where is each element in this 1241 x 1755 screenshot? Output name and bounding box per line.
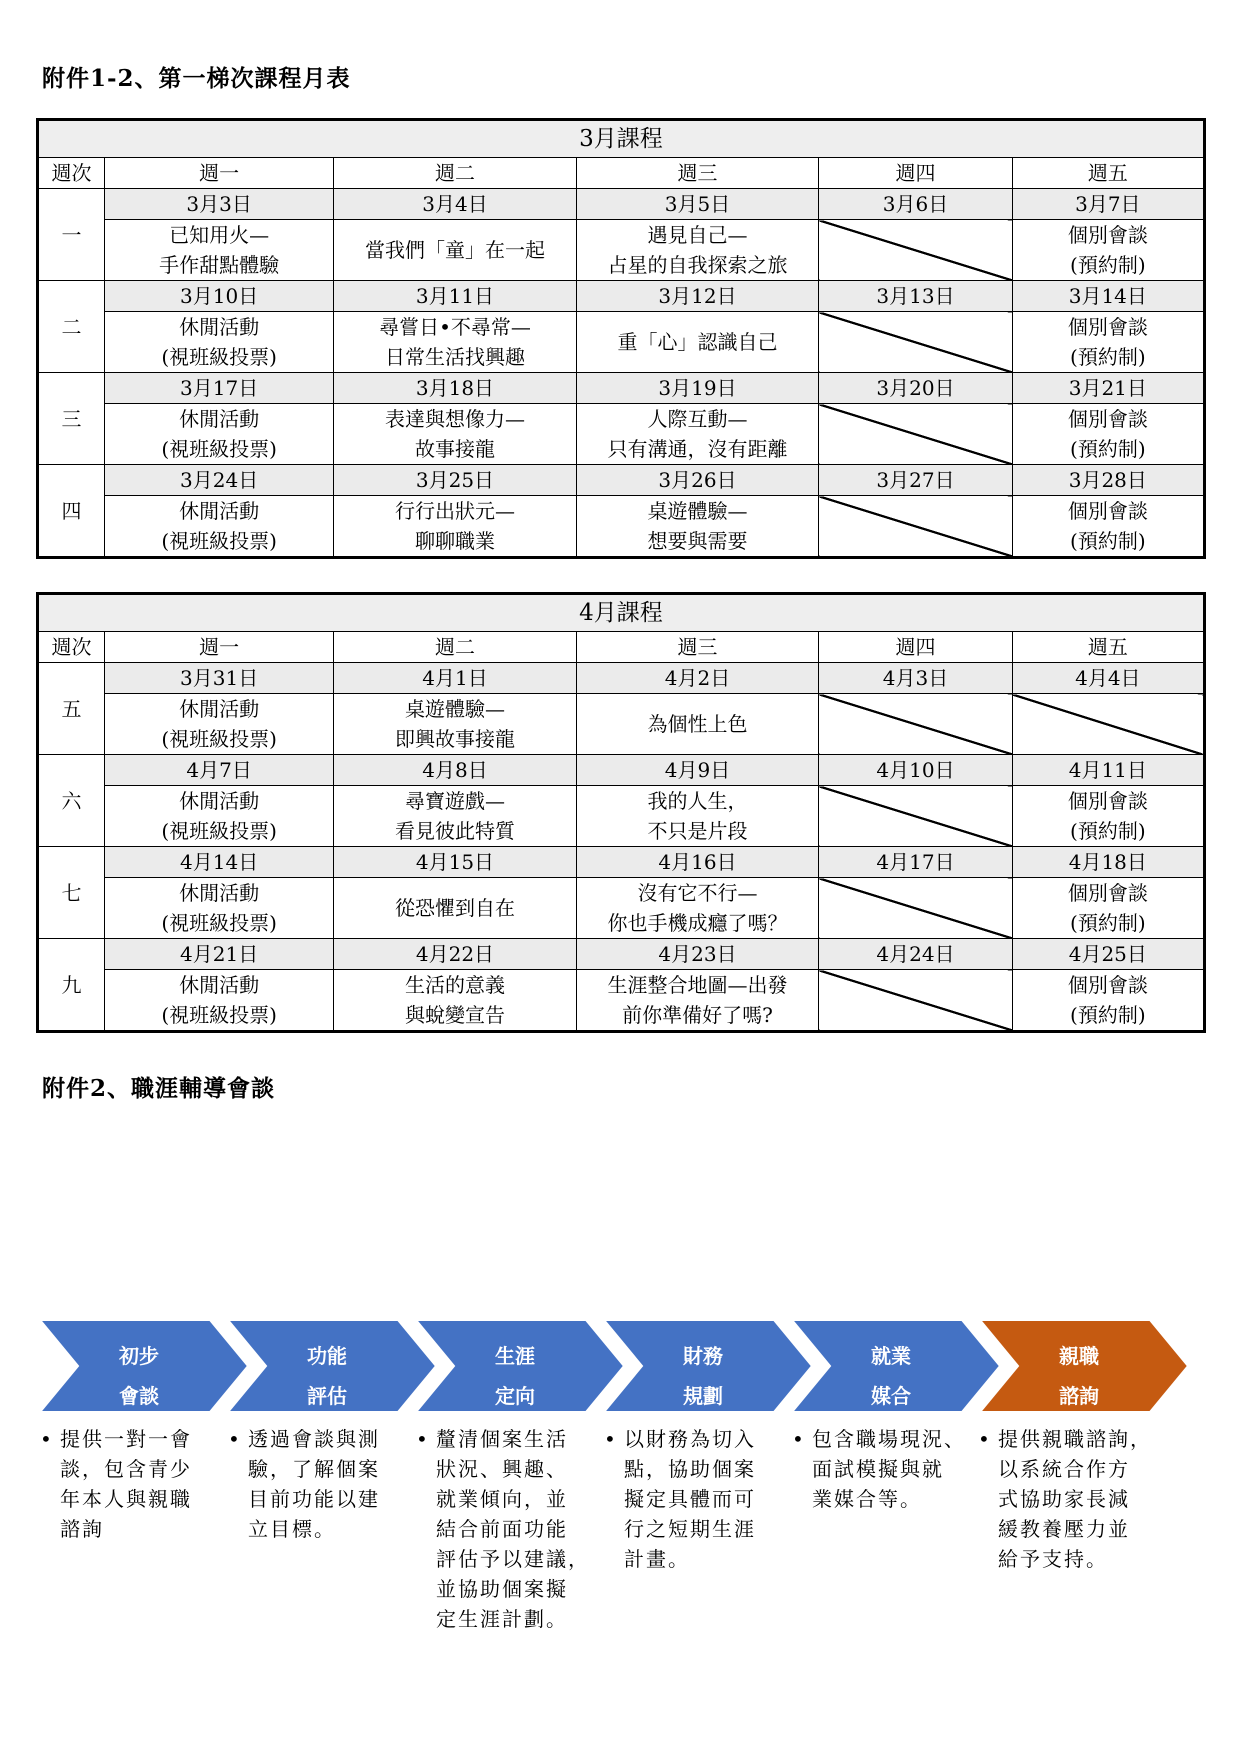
activity-cell (105, 786, 334, 847)
description-line: 面試模擬與就 (812, 1457, 944, 1481)
step-title-line1: 功能 (307, 1344, 347, 1368)
column-header: 週二 (334, 158, 577, 189)
date-cell: 4月18日 (1012, 847, 1204, 878)
empty-slot (819, 878, 1012, 939)
empty-slot (1012, 694, 1204, 755)
step-description (792, 1424, 980, 1514)
bullet-icon: • (978, 1427, 992, 1451)
activity-line: 休閒活動 (179, 315, 260, 339)
activity-line: 只有溝通，沒有距離 (607, 437, 788, 461)
activity-cell (334, 786, 577, 847)
description-line: 給予支持。 (998, 1547, 1108, 1571)
activity-line: 占星的自我探索之旅 (607, 253, 788, 277)
bullet-icon: • (416, 1427, 430, 1451)
activity-cell (105, 404, 334, 465)
description-line: 點，協助個案 (624, 1457, 756, 1481)
step-title-line1: 初步 (119, 1344, 159, 1368)
date-cell: 4月16日 (576, 847, 819, 878)
activity-line: 生活的意義 (404, 973, 505, 997)
activity-cell (1012, 404, 1204, 465)
activity-line: (視班級投票) (161, 437, 277, 461)
step-title-line1: 就業 (871, 1344, 911, 1368)
activity-line: 桌遊體驗— (647, 499, 748, 523)
activity-line: 尋嘗日•不尋常— (379, 315, 531, 339)
description-line: 行之短期生涯 (624, 1517, 756, 1541)
step-title-line2: 規劃 (683, 1384, 723, 1408)
date-cell: 3月6日 (819, 189, 1012, 220)
activity-line: 個別會談 (1067, 499, 1148, 523)
date-cell: 4月22日 (334, 939, 577, 970)
date-cell: 4月24日 (819, 939, 1012, 970)
activity-cell (105, 694, 334, 755)
activity-line: 桌遊體驗— (404, 697, 505, 721)
week-number: 九 (38, 939, 105, 1032)
date-cell: 3月18日 (334, 373, 577, 404)
column-header: 週二 (334, 632, 577, 663)
description-line: 擬定具體而可 (624, 1487, 756, 1511)
activity-line: 前你準備好了嗎? (622, 1003, 773, 1027)
empty-slot (819, 404, 1012, 465)
date-cell: 3月19日 (576, 373, 819, 404)
description-line: 緩教養壓力並 (998, 1517, 1130, 1541)
section-heading-schedule: 附件1-2、第一梯次課程月表 (42, 65, 351, 92)
description-line: 年本人與親職 (60, 1487, 192, 1511)
table-title: 3月課程 (38, 120, 1205, 158)
step-title-line1: 親職 (1059, 1344, 1099, 1368)
activity-cell (105, 970, 334, 1032)
activity-line: (視班級投票) (161, 1003, 277, 1027)
step-title-line1: 生涯 (495, 1344, 535, 1368)
activity-cell (1012, 220, 1204, 281)
week-number: 三 (38, 373, 105, 465)
column-header: 週次 (38, 632, 105, 663)
activity-line: 聊聊職業 (414, 529, 495, 553)
bullet-icon: • (40, 1427, 54, 1451)
activity-line: 個別會談 (1067, 789, 1148, 813)
activity-cell (105, 878, 334, 939)
description-line: 結合前面功能 (436, 1517, 568, 1541)
step-description (40, 1424, 228, 1544)
date-cell: 4月23日 (576, 939, 819, 970)
empty-slot (819, 786, 1012, 847)
description-line: 就業傾向，並 (436, 1487, 568, 1511)
date-cell: 3月25日 (334, 465, 577, 496)
empty-slot (819, 970, 1012, 1032)
step-title-line2: 媒合 (871, 1384, 911, 1408)
activity-cell (334, 404, 577, 465)
date-cell: 3月27日 (819, 465, 1012, 496)
description-line: 以財務為切入 (624, 1427, 756, 1451)
description-line: 以系統合作方 (998, 1457, 1130, 1481)
column-header: 週三 (576, 632, 819, 663)
activity-line: 故事接龍 (414, 437, 495, 461)
date-cell: 4月7日 (105, 755, 334, 786)
march-schedule-table (36, 118, 1206, 559)
date-cell: 4月8日 (334, 755, 577, 786)
activity-line: 看見彼此特質 (394, 819, 515, 843)
description-line: 釐清個案生活 (436, 1427, 568, 1451)
activity-line: 行行出狀元— (394, 499, 515, 523)
step-label (70, 1320, 208, 1412)
date-cell: 3月3日 (105, 189, 334, 220)
column-header: 週三 (576, 158, 819, 189)
activity-line: 重「心」認識自己 (617, 330, 778, 354)
activity-line: (預約制) (1070, 819, 1146, 843)
activity-line: (預約制) (1070, 253, 1146, 277)
date-cell: 3月28日 (1012, 465, 1204, 496)
date-cell: 4月11日 (1012, 755, 1204, 786)
april-schedule-table (36, 592, 1206, 1033)
date-cell: 3月20日 (819, 373, 1012, 404)
activity-line: 不只是片段 (647, 819, 748, 843)
description-line: 提供一對一會 (60, 1427, 192, 1451)
section-heading-counseling: 附件2、職涯輔導會談 (42, 1075, 276, 1102)
activity-cell (576, 312, 819, 373)
activity-cell (576, 404, 819, 465)
date-cell: 4月21日 (105, 939, 334, 970)
activity-line: 休閒活動 (179, 697, 260, 721)
activity-cell (334, 694, 577, 755)
activity-cell (576, 220, 819, 281)
activity-line: (視班級投票) (161, 345, 277, 369)
activity-line: 個別會談 (1067, 407, 1148, 431)
description-line: 評估予以建議， (436, 1547, 590, 1571)
activity-line: 想要與需要 (647, 529, 748, 553)
step-description (978, 1424, 1166, 1574)
date-cell: 3月7日 (1012, 189, 1204, 220)
date-cell: 3月17日 (105, 373, 334, 404)
activity-cell (334, 878, 577, 939)
activity-line: 你也手機成癮了嗎？ (607, 911, 788, 935)
activity-cell (334, 970, 577, 1032)
activity-line: (預約制) (1070, 1003, 1146, 1027)
description-line: 業媒合等。 (812, 1487, 922, 1511)
activity-line: 沒有它不行— (637, 881, 758, 905)
column-header: 週五 (1012, 632, 1204, 663)
activity-cell (576, 496, 819, 558)
week-number: 五 (38, 663, 105, 755)
description-line: 並協助個案擬 (436, 1577, 568, 1601)
date-cell: 4月25日 (1012, 939, 1204, 970)
date-cell: 3月24日 (105, 465, 334, 496)
description-line: 提供親職諮詢， (998, 1427, 1152, 1451)
activity-cell (576, 970, 819, 1032)
step-title-line2: 定向 (495, 1384, 535, 1408)
description-line: 立目標。 (248, 1517, 336, 1541)
activity-line: 我的人生， (647, 789, 748, 813)
date-cell: 4月17日 (819, 847, 1012, 878)
activity-line: 休閒活動 (179, 973, 260, 997)
activity-line: (視班級投票) (161, 819, 277, 843)
date-cell: 3月13日 (819, 281, 1012, 312)
step-label (258, 1320, 396, 1412)
activity-line: 尋寶遊戲— (404, 789, 505, 813)
date-cell: 3月4日 (334, 189, 577, 220)
step-description (228, 1424, 416, 1544)
activity-line: 與蛻變宣告 (404, 1003, 505, 1027)
date-cell: 4月4日 (1012, 663, 1204, 694)
step-title-line2: 會談 (119, 1384, 159, 1408)
activity-line: 休閒活動 (179, 881, 260, 905)
column-header: 週一 (105, 632, 334, 663)
activity-line: (預約制) (1070, 529, 1146, 553)
empty-slot (819, 220, 1012, 281)
step-description (416, 1424, 604, 1634)
date-cell: 4月2日 (576, 663, 819, 694)
activity-cell (1012, 786, 1204, 847)
activity-cell (105, 312, 334, 373)
activity-line: 已知用火— (169, 223, 270, 247)
description-line: 計畫。 (624, 1547, 690, 1571)
activity-line: 手作甜點體驗 (159, 253, 280, 277)
activity-line: 個別會談 (1067, 973, 1148, 997)
activity-line: 休閒活動 (179, 407, 260, 431)
activity-cell (576, 694, 819, 755)
activity-line: 休閒活動 (179, 499, 260, 523)
activity-line: (視班級投票) (161, 529, 277, 553)
date-cell: 3月5日 (576, 189, 819, 220)
empty-slot (819, 496, 1012, 558)
activity-line: 休閒活動 (179, 789, 260, 813)
description-line: 式協助家長減 (998, 1487, 1130, 1511)
activity-line: 從恐懼到自在 (394, 896, 515, 920)
activity-line: 為個性上色 (647, 712, 748, 736)
column-header: 週次 (38, 158, 105, 189)
activity-line: 日常生活找興趣 (384, 345, 525, 369)
step-label (634, 1320, 772, 1412)
description-line: 定生涯計劃。 (436, 1607, 568, 1631)
activity-cell (1012, 878, 1204, 939)
description-line: 包含職場現況、 (812, 1427, 966, 1451)
step-title-line2: 諮詢 (1059, 1384, 1099, 1408)
activity-line: 個別會談 (1067, 315, 1148, 339)
activity-cell (576, 786, 819, 847)
date-cell: 3月10日 (105, 281, 334, 312)
activity-cell (1012, 496, 1204, 558)
activity-line: 個別會談 (1067, 881, 1148, 905)
activity-line: (視班級投票) (161, 727, 277, 751)
week-number: 四 (38, 465, 105, 558)
week-number: 二 (38, 281, 105, 373)
bullet-icon: • (604, 1427, 618, 1451)
date-cell: 4月10日 (819, 755, 1012, 786)
date-cell: 4月14日 (105, 847, 334, 878)
column-header: 週四 (819, 632, 1012, 663)
description-line: 驗，了解個案 (248, 1457, 380, 1481)
description-line: 目前功能以建 (248, 1487, 380, 1511)
activity-cell (334, 220, 577, 281)
activity-cell (576, 878, 819, 939)
week-number: 一 (38, 189, 105, 281)
activity-line: 人際互動— (647, 407, 748, 431)
bullet-icon: • (228, 1427, 242, 1451)
description-line: 談，包含青少 (60, 1457, 192, 1481)
step-label (1010, 1320, 1148, 1412)
date-cell: 3月31日 (105, 663, 334, 694)
activity-line: (視班級投票) (161, 911, 277, 935)
table-title: 4月課程 (38, 594, 1205, 632)
activity-line: (預約制) (1070, 437, 1146, 461)
activity-line: (預約制) (1070, 911, 1146, 935)
step-label (446, 1320, 584, 1412)
step-label (822, 1320, 960, 1412)
activity-line: 當我們「童」在一起 (364, 238, 545, 262)
date-cell: 4月9日 (576, 755, 819, 786)
activity-line: 即興故事接龍 (394, 727, 515, 751)
step-description (604, 1424, 792, 1574)
activity-cell (105, 220, 334, 281)
activity-line: 遇見自己— (647, 223, 748, 247)
counseling-process-flow (40, 1320, 1210, 1412)
date-cell: 4月3日 (819, 663, 1012, 694)
activity-cell (334, 496, 577, 558)
activity-line: (預約制) (1070, 345, 1146, 369)
column-header: 週四 (819, 158, 1012, 189)
description-line: 狀況、興趣、 (436, 1457, 568, 1481)
description-line: 諮詢 (60, 1517, 104, 1541)
empty-slot (819, 312, 1012, 373)
activity-line: 表達與想像力— (384, 407, 525, 431)
date-cell: 4月1日 (334, 663, 577, 694)
date-cell: 4月15日 (334, 847, 577, 878)
step-title-line2: 評估 (307, 1384, 347, 1408)
empty-slot (819, 694, 1012, 755)
activity-cell (334, 312, 577, 373)
step-title-line1: 財務 (683, 1344, 723, 1368)
activity-line: 生涯整合地圖—出發 (607, 973, 788, 997)
date-cell: 3月12日 (576, 281, 819, 312)
week-number: 六 (38, 755, 105, 847)
week-number: 七 (38, 847, 105, 939)
date-cell: 3月26日 (576, 465, 819, 496)
bullet-icon: • (792, 1427, 806, 1451)
activity-line: 個別會談 (1067, 223, 1148, 247)
date-cell: 3月14日 (1012, 281, 1204, 312)
column-header: 週一 (105, 158, 334, 189)
activity-cell (1012, 970, 1204, 1032)
activity-cell (1012, 312, 1204, 373)
column-header: 週五 (1012, 158, 1204, 189)
activity-cell (105, 496, 334, 558)
description-line: 透過會談與測 (248, 1427, 380, 1451)
date-cell: 3月21日 (1012, 373, 1204, 404)
date-cell: 3月11日 (334, 281, 577, 312)
